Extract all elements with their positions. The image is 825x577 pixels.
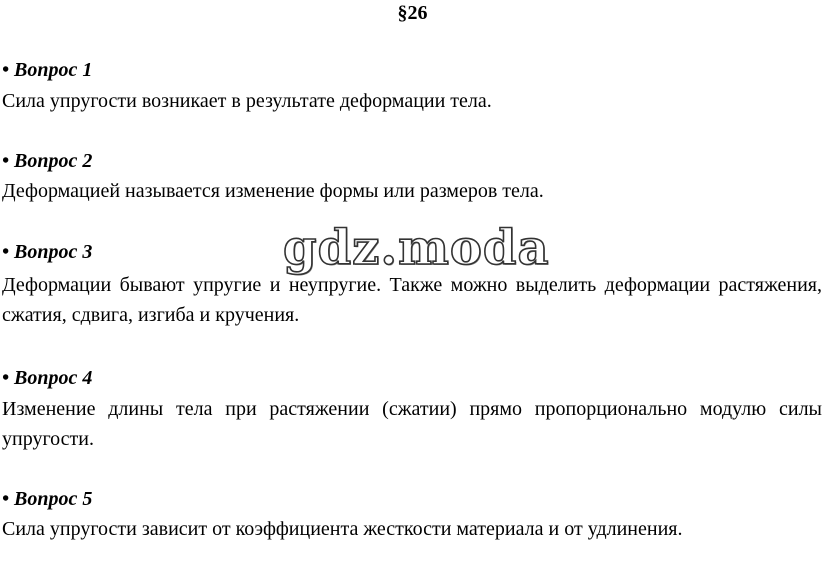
question-3-heading: • Вопрос 3 xyxy=(2,241,93,263)
question-1-heading: • Вопрос 1 xyxy=(2,59,93,81)
question-4-answer: Изменение длины тела при растяжении (сжатии) прямо пропорционально модулю силы упругости. xyxy=(2,398,822,450)
page-title: §26 xyxy=(397,2,428,24)
question-1-answer: Сила упругости возникает в результате деформации тела. xyxy=(2,90,492,112)
question-4-heading: • Вопрос 4 xyxy=(2,367,93,389)
question-5-heading: • Вопрос 5 xyxy=(2,488,93,510)
question-3-answer: Деформации бывают упругие и неупругие. Также можно выделить деформации растяжения, сжатия, сдвига, изгиба и кручения. xyxy=(2,274,822,326)
question-2-heading: • Вопрос 2 xyxy=(2,150,93,172)
watermark-logo: gdz.moda xyxy=(283,220,550,276)
question-5-answer: Сила упругости зависит от коэффициента жесткости материала и от удлинения. xyxy=(2,518,683,540)
question-2-answer: Деформацией называется изменение формы или размеров тела. xyxy=(2,180,544,202)
